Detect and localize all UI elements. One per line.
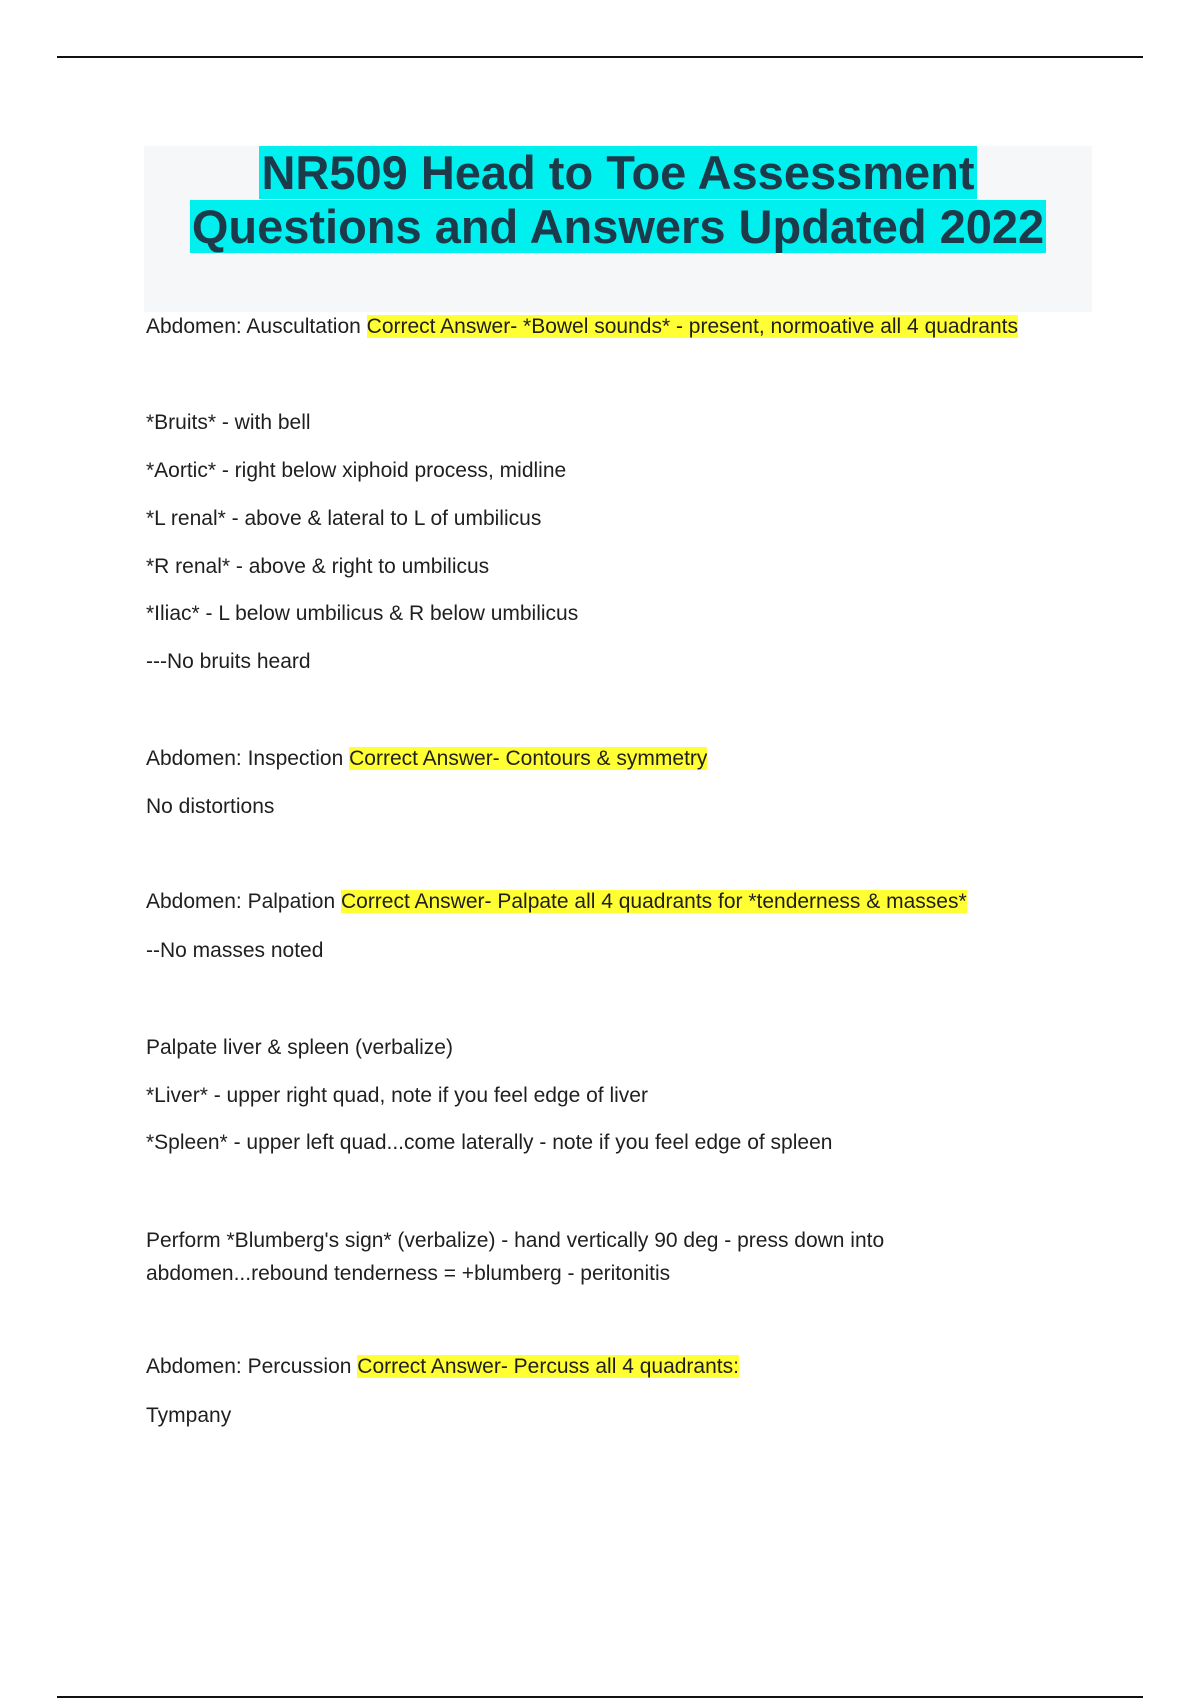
detail-line: *L renal* - above & lateral to L of umbilicus: [146, 507, 542, 530]
detail-line: ---No bruits heard: [146, 650, 311, 673]
detail-line: --No masses noted: [146, 939, 324, 962]
detail-line: *Spleen* - upper left quad...come laterally - note if you feel edge of spleen: [146, 1131, 833, 1154]
detail-line: *Iliac* - L below umbilicus & R below umbilicus: [146, 602, 579, 625]
answer-highlight: Correct Answer- Percuss all 4 quadrants:: [357, 1355, 739, 1378]
answer-highlight: Correct Answer- Palpate all 4 quadrants for *tenderness & masses*: [340, 890, 967, 913]
question-text: Abdomen: Auscultation: [146, 315, 367, 338]
title-line-1: NR509 Head to Toe Assessment: [261, 146, 975, 199]
qa-auscultation: [146, 313, 1018, 341]
footer-rule: [57, 1696, 1143, 1698]
detail-line: *Aortic* - right below xiphoid process, midline: [146, 459, 567, 482]
detail-line: Palpate liver & spleen (verbalize): [146, 1036, 453, 1059]
qa-percussion: [146, 1353, 739, 1381]
detail-line: *R renal* - above & right to umbilicus: [146, 555, 490, 578]
question-text: Abdomen: Percussion: [146, 1355, 358, 1378]
answer-highlight: Correct Answer- *Bowel sounds* - present, normoative all 4 quadrants: [366, 315, 1018, 338]
title-line-2: Questions and Answers Updated 2022: [191, 200, 1045, 253]
qa-inspection: [146, 745, 707, 773]
question-text: Abdomen: Inspection: [146, 747, 350, 770]
header-rule: [57, 56, 1143, 58]
detail-line: *Liver* - upper right quad, note if you feel edge of liver: [146, 1084, 648, 1107]
detail-paragraph: Perform *Blumberg's sign* (verbalize) - hand vertically 90 deg - press down into abdomen...rebound tenderness = +blumberg - peritonitis: [146, 1229, 885, 1285]
qa-palpation: [146, 888, 967, 916]
detail-line: Tympany: [146, 1404, 232, 1427]
answer-highlight: Correct Answer- Contours & symmetry: [349, 747, 708, 770]
document-title: [144, 146, 1092, 254]
detail-line: *Bruits* - with bell: [146, 411, 311, 434]
question-text: Abdomen: Palpation: [146, 890, 341, 913]
detail-line: No distortions: [146, 795, 275, 818]
